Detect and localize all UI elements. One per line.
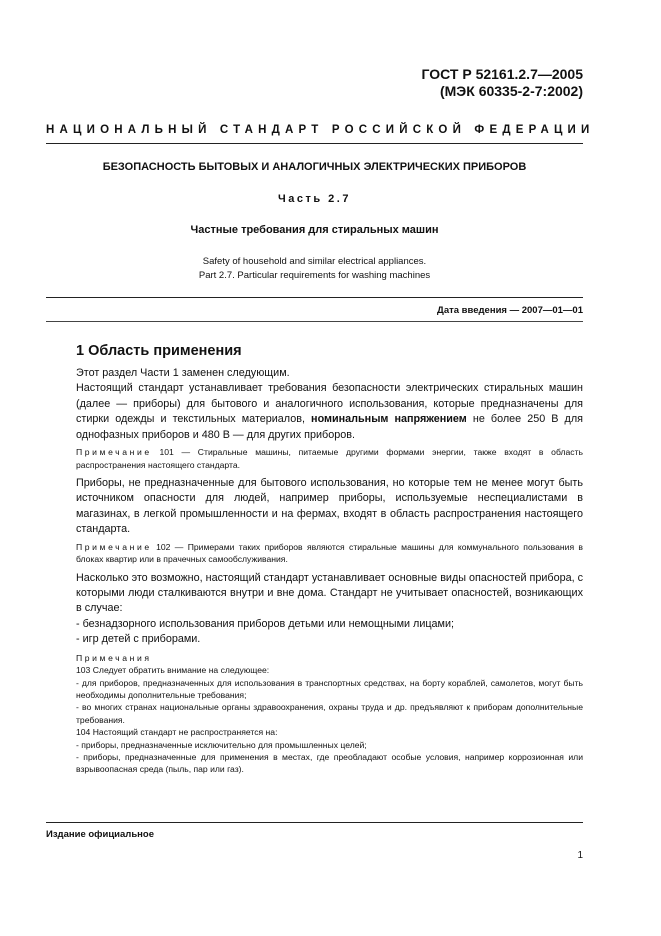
paragraph-4: Насколько это возможно, настоящий стандарт устанавливает основные виды опасностей прибора, с которыми люди сталкиваются внутри и вне дома. Стандарт не учитывает опасностей, возникающих в случае: xyxy=(76,571,583,615)
note-104-item: - приборы, предназначенные для применения в местах, где преобладают особые условия, например коррозионная или взрывоопасная среда (пыль, пар или газ). xyxy=(76,751,583,775)
section-heading: 1 Область применения xyxy=(76,343,242,359)
section-body xyxy=(76,366,583,776)
paragraph-2: Настоящий стандарт устанавливает требования безопасности электрических стиральных машин (далее — приборы) для бытового и аналогичного использования, которые предназначены для стирки одежды и текстильных материалов, номинальным напряжением не более 250 В для однофазных приборов и 480 В — для других приборов. xyxy=(76,382,584,441)
notes-label: Примечания xyxy=(76,652,152,663)
english-title-line1: Safety of household and similar electrical appliances. xyxy=(202,256,427,267)
note-104-item: - приборы, предназначенные исключительно для промышленных целей; xyxy=(76,739,367,750)
edition-label: Издание официальное xyxy=(46,829,154,840)
note-102: Примечание 102 — Примерами таких приборов являются стиральные машины для коммунального пользования в блоках квартир или в прачечных самообслуживания. xyxy=(76,541,583,565)
notes-block xyxy=(76,652,583,776)
paragraph-3: Приборы, не предназначенные для бытового использования, но которые тем не менее могут быть источником опасности для людей, например приборы, используемые неспециалистами в магазинах, в легкой промышленности и на фермах, входят в область распространения настоящего стандарта. xyxy=(76,477,583,536)
introduction-date: Дата введения — 2007—01—01 xyxy=(437,305,583,316)
note-label: Примечание xyxy=(76,541,152,552)
page-number: 1 xyxy=(577,850,583,861)
note-101: Примечание 101 — Стиральные машины, питаемые другими формами энергии, также входят в область распространения настоящего стандарта. xyxy=(76,447,583,470)
bullet-item: - игр детей с приборами. xyxy=(76,633,201,646)
national-standard-banner: НАЦИОНАЛЬНЫЙ СТАНДАРТ РОССИЙСКОЙ ФЕДЕРАЦИИ xyxy=(46,124,595,136)
document-subtitle: Частные требования для стиральных машин xyxy=(190,224,439,236)
footer-divider xyxy=(46,822,583,823)
note-103-item: - для приборов, предназначенных для использования в транспортных средствах, на борту кораблей, самолетов, могут быть необходимы дополнительные требования; xyxy=(76,677,583,700)
top-divider xyxy=(46,143,583,144)
document-title: БЕЗОПАСНОСТЬ БЫТОВЫХ И АНАЛОГИЧНЫХ ЭЛЕКТРИЧЕСКИХ ПРИБОРОВ xyxy=(102,161,527,173)
paragraph-1: Этот раздел Части 1 заменен следующим. xyxy=(76,367,290,379)
part-label: Часть 2.7 xyxy=(278,193,351,205)
note-104: 104 Настоящий стандарт не распространяется на: xyxy=(76,727,278,738)
note-103-item: - во многих странах национальные органы здравоохранения, охраны труда и др. предъявляют к приборам дополнительные требования. xyxy=(76,702,583,725)
standard-number: ГОСТ Р 52161.2.7—2005 xyxy=(421,66,583,82)
iec-number: (МЭК 60335-2-7:2002) xyxy=(439,83,583,99)
note-103: 103 Следует обратить внимание на следующее: xyxy=(76,665,270,676)
english-title-line2: Part 2.7. Particular requirements for washing machines xyxy=(198,270,431,281)
title-divider xyxy=(46,297,583,298)
standard-number-block xyxy=(422,66,584,100)
english-title xyxy=(46,255,583,283)
bullet-item: - безнадзорного использования приборов детьми или немощными лицами; xyxy=(76,617,454,630)
term-rated-voltage: номинальным напряжением xyxy=(311,413,467,426)
date-divider xyxy=(46,321,583,322)
note-label: Примечание xyxy=(76,447,152,458)
